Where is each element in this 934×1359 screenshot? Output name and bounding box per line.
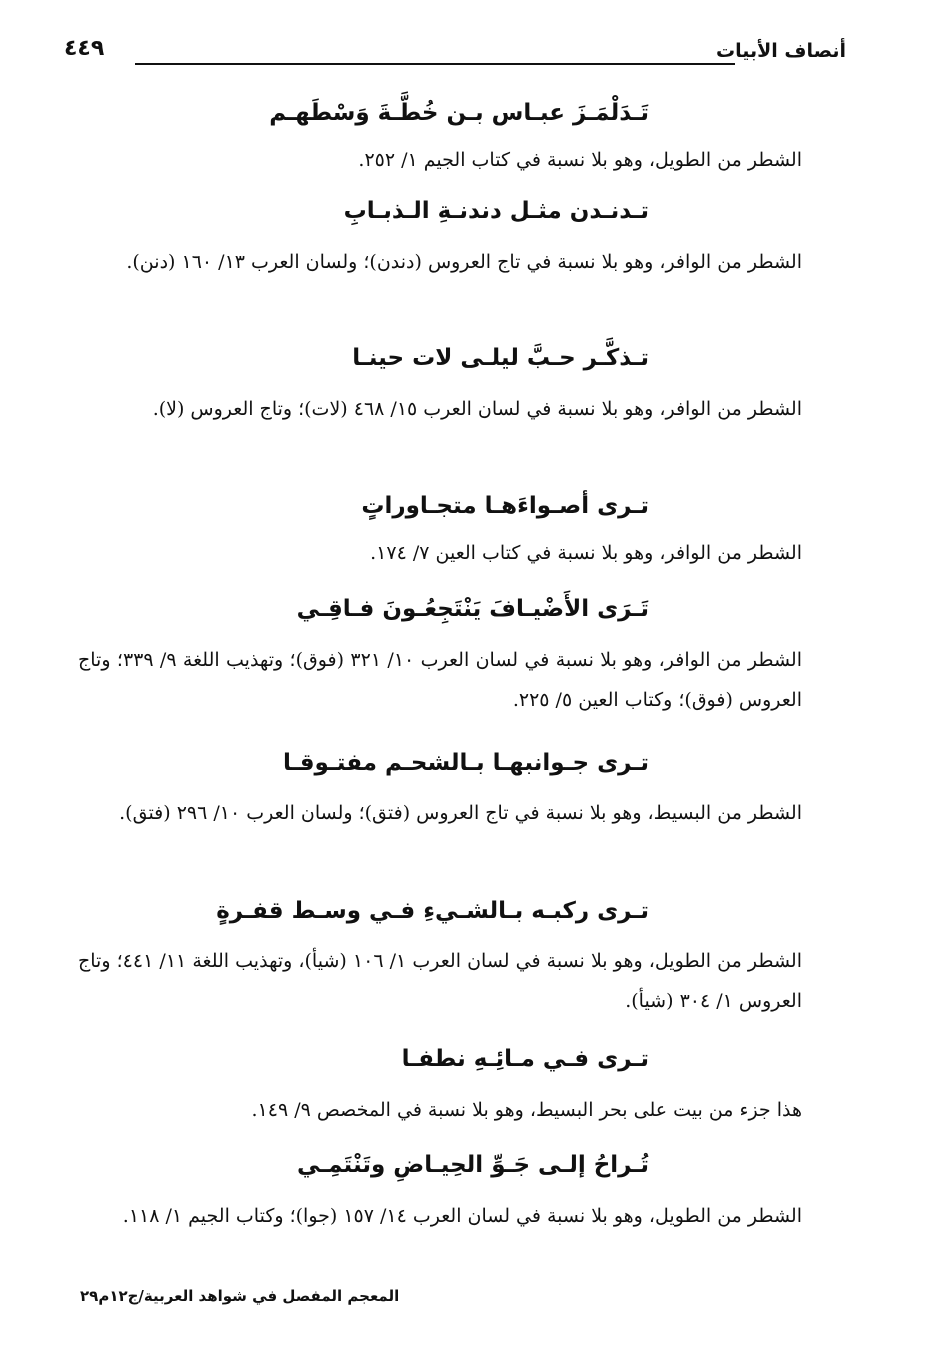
page-footer: المعجم المفصل في شواهد العربية/ج١٢م٢٩: [80, 1287, 400, 1305]
verse-note: الشطر من البسيط، وهو بلا نسبة في تاج العروس (فتق)؛ ولسان العرب ١٠/ ٢٩٦ (فتق).: [119, 802, 802, 824]
verse-note: الشطر من الطويل، وهو بلا نسبة في لسان العرب ١/ ١٠٦ (شيأ)، وتهذيب اللغة ١١/ ٤٤١؛ وتاج العروس ١/ ٣٠٤ (شيأ).: [78, 950, 802, 1012]
verse-line: تـرى جـوانبهـا بـالشحـم مفتـوقـا: [282, 750, 649, 776]
verse-note: الشطر من الوافر، وهو بلا نسبة في لسان العرب ١٠/ ٣٢١ (فوق)؛ وتهذيب اللغة ٩/ ٣٣٩؛ وتاج العروس (فوق)؛ وكتاب العين ٥/ ٢٢٥.: [78, 649, 802, 711]
verse-line: تَـرَى الأَضْيـافَ يَنْتَجِعُـونَ فـاقِـي: [296, 596, 649, 622]
verse-note: الشطر من الوافر، وهو بلا نسبة في كتاب العين ٧/ ١٧٤.: [370, 542, 802, 564]
verse-note: الشطر من الوافر، وهو بلا نسبة في لسان العرب ١٥/ ٤٦٨ (لات)؛ وتاج العروس (لا).: [152, 398, 802, 420]
verse-line: تـذكَّـر حـبَّ ليلـى لات حينـا: [352, 345, 649, 371]
page-number: ٤٤٩: [64, 36, 105, 61]
verse-line: تـرى أصـواءَهـا متجـاوراتٍ: [361, 493, 649, 519]
verse-note: الشطر من الطويل، وهو بلا نسبة في لسان العرب ١٤/ ١٥٧ (جوا)؛ وكتاب الجيم ١/ ١١٨.: [122, 1205, 802, 1227]
verse-line: تـرى ركبـه بـالشـيءِ فـي وسـط قفـرةٍ: [216, 898, 649, 924]
verse-line: تـرى فـي مـائِـهِ نطفـا: [401, 1046, 649, 1072]
running-header-title: أنصاف الأبيات: [716, 40, 846, 62]
verse-note: الشطر من الوافر، وهو بلا نسبة في تاج العروس (دندن)؛ ولسان العرب ١٣/ ١٦٠ (دنن).: [126, 251, 802, 273]
verse-line: تَـدَلْمَـزَ عبـاس بـن خُطَّـةَ وَسْطَهـم: [269, 100, 649, 126]
verse-note: هذا جزء من بيت على بحر البسيط، وهو بلا نسبة في المخصص ٩/ ١٤٩.: [251, 1099, 802, 1121]
verse-note: الشطر من الطويل، وهو بلا نسبة في كتاب الجيم ١/ ٢٥٢.: [358, 149, 802, 171]
verse-line: تـدنـدن مثـل دندنـةِ الـذبـابِ: [343, 198, 649, 224]
header-rule: [135, 63, 735, 65]
verse-line: تُـراحُ إلـى جَـوِّ الحِيـاضِ وتَنْتَمِـي: [297, 1152, 649, 1178]
